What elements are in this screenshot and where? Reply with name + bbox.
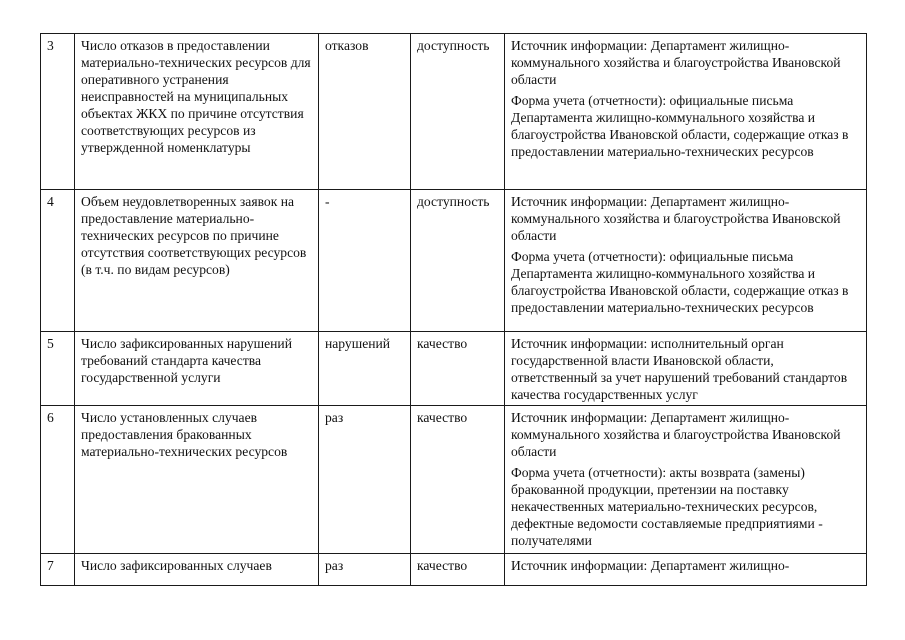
indicator-type: доступность: [411, 34, 505, 190]
indicator-name: Число отказов в предоставлении материально-технических ресурсов для оперативного устранения неисправностей на муниципальных объектах ЖКХ по причине отсутствия соответствующих ресурсов из утвержденной номенклатуры: [75, 34, 319, 190]
row-number: 6: [41, 406, 75, 554]
source-text: Источник информации: Департамент жилищно-коммунального хозяйства и благоустройства Ивановской области: [511, 194, 841, 243]
table-row: [41, 190, 867, 332]
source-cell: [505, 406, 867, 554]
row-number: 4: [41, 190, 75, 332]
indicator-name: Число зафиксированных случаев: [75, 554, 319, 586]
report-form-text: Форма учета (отчетности): официальные письма Департамента жилищно-коммунального хозяйства и благоустройства Ивановской области, содержащие отказ в предоставлении материально-технических ресурсов: [511, 249, 849, 315]
source-cell: [505, 34, 867, 190]
source-text: Источник информации: Департамент жилищно-коммунального хозяйства и благоустройства Ивановской области: [511, 38, 841, 87]
source-text: Источник информации: исполнительный орган государственной власти Ивановской области, ответственный за учет нарушений требований стандартов качества государственных услуг: [511, 336, 848, 402]
unit-cell: отказов: [319, 34, 411, 190]
unit-cell: раз: [319, 554, 411, 586]
indicator-type: качество: [411, 554, 505, 586]
indicator-name: Число зафиксированных нарушений требований стандарта качества государственной услуги: [75, 332, 319, 406]
unit-cell: -: [319, 190, 411, 332]
row-number: 3: [41, 34, 75, 190]
source-cell: [505, 554, 867, 586]
source-cell: [505, 332, 867, 406]
row-number: 5: [41, 332, 75, 406]
indicator-name: Число установленных случаев предоставления бракованных материально-технических ресурсов: [75, 406, 319, 554]
report-form-text: Форма учета (отчетности): акты возврата (замены) бракованной продукции, претензии на поставку некачественных материально-технических ресурсов, дефектные ведомости составляемые предприятиями - получателями: [511, 465, 823, 548]
report-form-text: Форма учета (отчетности): официальные письма Департамента жилищно-коммунального хозяйства и благоустройства Ивановской области, содержащие отказ в предоставлении материально-технических ресурсов: [511, 93, 849, 159]
row-number: 7: [41, 554, 75, 586]
indicator-name: Объем неудовлетворенных заявок на предоставление материально-технических ресурсов по причине отсутствия соответствующих ресурсов (в т.ч. по видам ресурсов): [75, 190, 319, 332]
table-row: [41, 406, 867, 554]
table-row: [41, 34, 867, 190]
table-row: [41, 332, 867, 406]
source-cell: [505, 190, 867, 332]
unit-cell: нарушений: [319, 332, 411, 406]
unit-cell: раз: [319, 406, 411, 554]
source-text: Источник информации: Департамент жилищно-коммунального хозяйства и благоустройства Ивановской области: [511, 410, 841, 459]
table-row: [41, 554, 867, 586]
source-text: Источник информации: Департамент жилищно-: [511, 558, 790, 573]
indicator-type: качество: [411, 332, 505, 406]
indicator-type: качество: [411, 406, 505, 554]
indicator-type: доступность: [411, 190, 505, 332]
indicators-table: [40, 33, 867, 586]
